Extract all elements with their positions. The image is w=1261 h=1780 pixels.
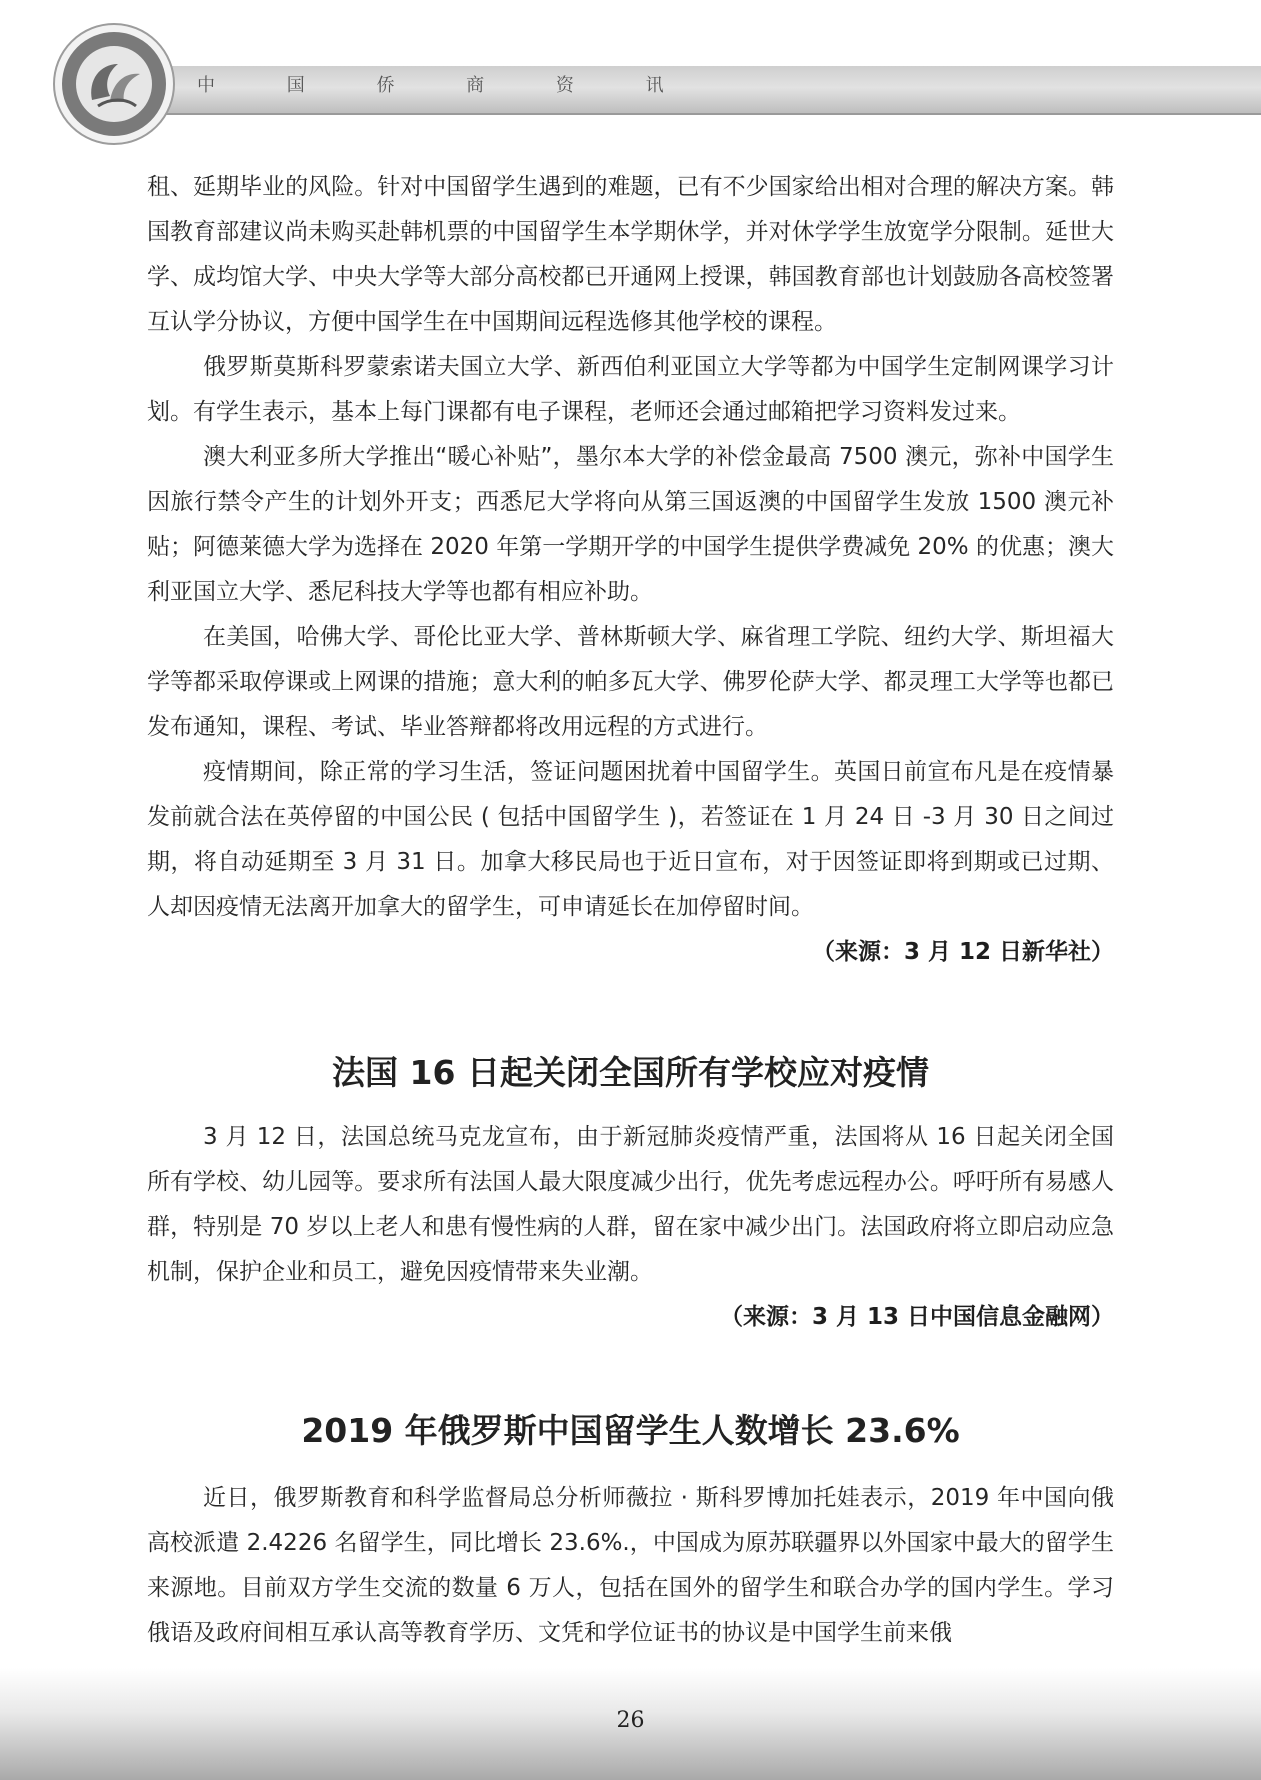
section-russia-article [147, 1476, 1114, 1656]
page-number: 26 [616, 1708, 645, 1733]
source-citation: （来源：3 月 13 日中国信息金融网） [719, 1304, 1114, 1330]
publication-title: 中 国 侨 商 资 讯 [197, 75, 697, 96]
body-paragraph: 疫情期间，除正常的学习生活，签证问题困扰着中国留学生。英国日前宣布凡是在疫情暴发前就合法在英停留的中国公民 ( 包括中国留学生 )，若签证在 1 月 24 日 -3 月 30 日之间过期，将自动延期至 3 月 31 日。加拿大移民局也于近日宣布，对于因签证即将到期或已过期、人却因疫情无法离开加拿大的留学生，可申请延长在加停留时间。 [147, 759, 1114, 920]
association-logo-icon [52, 22, 176, 146]
section-france-article [147, 1115, 1114, 1340]
header-divider [150, 113, 1261, 115]
body-paragraph: 3 月 12 日，法国总统马克龙宣布，由于新冠肺炎疫情严重，法国将从 16 日起关闭全国所有学校、幼儿园等。要求所有法国人最大限度减少出行，优先考虑远程办公。呼吁所有易感人群，特别是 70 岁以上老人和患有慢性病的人群，留在家中减少出门。法国政府将立即启动应急机制，保护企业和员工，避免因疫情带来失业潮。 [147, 1124, 1114, 1285]
article-heading: 法国 16 日起关闭全国所有学校应对疫情 [332, 1053, 929, 1092]
section-continued-article [147, 165, 1114, 975]
body-paragraph: 澳大利亚多所大学推出“暖心补贴”，墨尔本大学的补偿金最高 7500 澳元，弥补中国学生因旅行禁令产生的计划外开支；西悉尼大学将向从第三国返澳的中国留学生发放 1500 澳元补贴；阿德莱德大学为选择在 2020 年第一学期开学的中国学生提供学费减免 20% 的优惠；澳大利亚国立大学、悉尼科技大学等也都有相应补助。 [147, 444, 1114, 605]
body-paragraph: 在美国，哈佛大学、哥伦比亚大学、普林斯顿大学、麻省理工学院、纽约大学、斯坦福大学等都采取停课或上网课的措施；意大利的帕多瓦大学、佛罗伦萨大学、都灵理工大学等也都已发布通知，课程、考试、毕业答辩都将改用远程的方式进行。 [147, 624, 1114, 740]
body-paragraph: 近日，俄罗斯教育和科学监督局总分析师薇拉 · 斯科罗博加托娃表示，2019 年中国向俄高校派遣 2.4226 名留学生，同比增长 23.6%.，中国成为原苏联疆界以外国家中最大的留学生来源地。目前双方学生交流的数量 6 万人，包括在国外的留学生和联合办学的国内学生。学习俄语及政府间相互承认高等教育学历、文凭和学位证书的协议是中国学生前来俄 [147, 1485, 1114, 1646]
body-paragraph: 租、延期毕业的风险。针对中国留学生遇到的难题，已有不少国家给出相对合理的解决方案。韩国教育部建议尚未购买赴韩机票的中国留学生本学期休学，并对休学学生放宽学分限制。延世大学、成均馆大学、中央大学等大部分高校都已开通网上授课，韩国教育部也计划鼓励各高校签署互认学分协议，方便中国学生在中国期间远程选修其他学校的课程。 [147, 174, 1114, 335]
source-citation: （来源：3 月 12 日新华社） [811, 939, 1114, 965]
article-heading: 2019 年俄罗斯中国留学生人数增长 23.6% [301, 1411, 960, 1450]
body-paragraph: 俄罗斯莫斯科罗蒙索诺夫国立大学、新西伯利亚国立大学等都为中国学生定制网课学习计划。有学生表示，基本上每门课都有电子课程，老师还会通过邮箱把学习资料发过来。 [147, 354, 1114, 425]
